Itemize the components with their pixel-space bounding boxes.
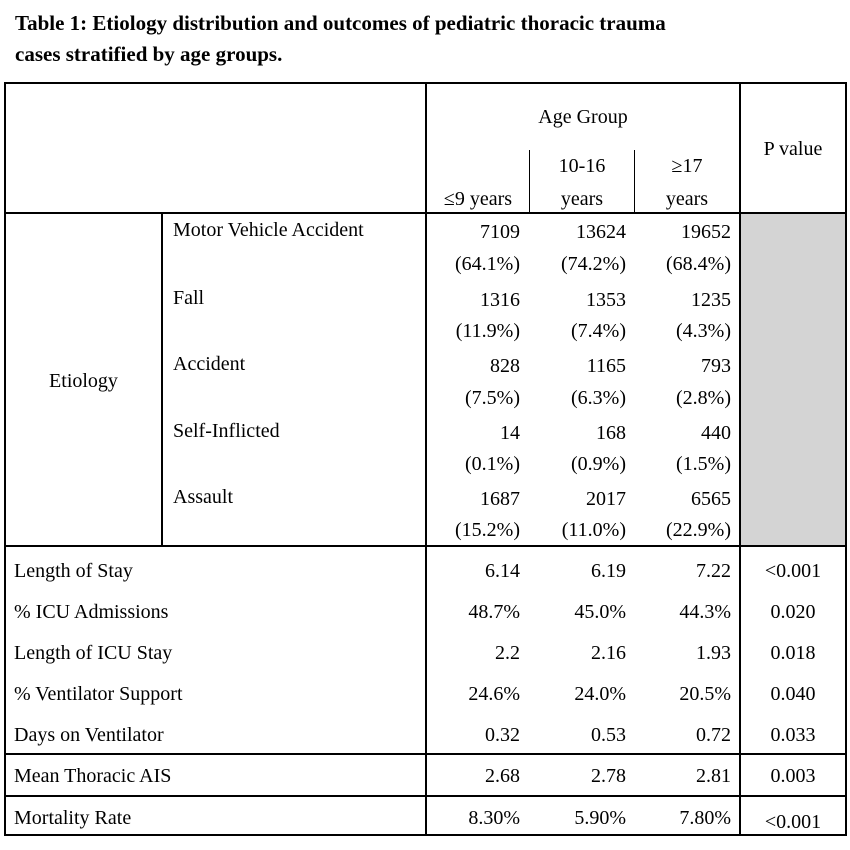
etiology-name: Self-Inflicted: [173, 420, 280, 442]
table-caption: [15, 8, 815, 70]
cell-p-value: 0.018: [770, 642, 816, 664]
cell-value: 20.5%: [679, 683, 731, 705]
etiology-name: Motor Vehicle Accident: [173, 219, 364, 241]
etiology-name: Fall: [173, 287, 205, 309]
outcome-name: Mortality Rate: [14, 807, 132, 829]
outcome-name: % Ventilator Support: [14, 683, 183, 705]
cell-p-value: 0.033: [770, 724, 816, 746]
cell-percent: (68.4%): [666, 253, 731, 275]
cell-p-value: <0.001: [764, 811, 822, 833]
cell-p-value: 0.003: [770, 765, 816, 787]
cell-value: 0.32: [485, 724, 520, 746]
cell-value: 6.19: [591, 560, 626, 582]
cell-p-value: <0.001: [764, 560, 822, 582]
cell-count: 1316: [480, 289, 520, 311]
cell-value: 8.30%: [468, 807, 520, 829]
cell-count: 7109: [480, 221, 520, 243]
header-age-group: Age Group: [538, 106, 628, 128]
cell-count: 13624: [576, 221, 626, 243]
cell-value: 0.72: [696, 724, 731, 746]
cell-percent: (0.1%): [465, 453, 520, 475]
cell-count: 6565: [691, 488, 731, 510]
cell-count: 2017: [586, 488, 626, 510]
etiology-label: Etiology: [49, 370, 118, 392]
outcome-name: Days on Ventilator: [14, 724, 164, 746]
header-p-value: P value: [763, 138, 823, 160]
cell-count: 1165: [586, 355, 626, 377]
p-value-empty-cell: [741, 213, 845, 546]
cell-count: 440: [701, 422, 731, 444]
cell-percent: (4.3%): [676, 320, 731, 342]
cell-value: 7.22: [696, 560, 731, 582]
cell-count: 1353: [586, 289, 626, 311]
outcome-name: Mean Thoracic AIS: [14, 765, 172, 787]
cell-percent: (64.1%): [455, 253, 520, 275]
cell-value: 48.7%: [468, 601, 520, 623]
header-col2-line2: years: [560, 188, 604, 210]
cell-percent: (74.2%): [561, 253, 626, 275]
cell-count: 828: [490, 355, 520, 377]
caption-line-1: Table 1: Etiology distribution and outcomes of pediatric thoracic trauma: [15, 11, 666, 35]
cell-value: 5.90%: [574, 807, 626, 829]
rule-h-ais: [4, 795, 847, 797]
rule-h-outcomes: [4, 753, 847, 755]
cell-value: 1.93: [696, 642, 731, 664]
etiology-name: Accident: [173, 353, 246, 375]
cell-percent: (6.3%): [571, 387, 626, 409]
outcome-name: % ICU Admissions: [14, 601, 169, 623]
cell-value: 24.6%: [468, 683, 520, 705]
cell-percent: (1.5%): [676, 453, 731, 475]
caption-line-2: cases stratified by age groups.: [15, 42, 283, 66]
outcome-name: Length of Stay: [14, 560, 133, 582]
cell-percent: (22.9%): [666, 519, 731, 541]
cell-percent: (2.8%): [676, 387, 731, 409]
cell-value: 6.14: [485, 560, 520, 582]
cell-percent: (0.9%): [571, 453, 626, 475]
header-col2-line1: 10-16: [558, 155, 606, 177]
cell-value: 2.2: [495, 642, 520, 664]
cell-count: 19652: [681, 221, 731, 243]
cell-p-value: 0.020: [770, 601, 816, 623]
rule-v-etiology: [161, 213, 163, 547]
cell-percent: (7.4%): [571, 320, 626, 342]
header-col3-line1: ≥17: [671, 155, 703, 177]
cell-value: 45.0%: [574, 601, 626, 623]
cell-count: 793: [701, 355, 731, 377]
etiology-name: Assault: [173, 486, 233, 508]
header-col3-line2: years: [665, 188, 709, 210]
cell-percent: (11.9%): [455, 320, 520, 342]
cell-percent: (15.2%): [455, 519, 520, 541]
cell-percent: (7.5%): [465, 387, 520, 409]
cell-count: 168: [596, 422, 626, 444]
cell-value: 44.3%: [679, 601, 731, 623]
cell-count: 1235: [691, 289, 731, 311]
cell-percent: (11.0%): [561, 519, 626, 541]
rule-h-header: [4, 212, 847, 214]
cell-value: 0.53: [591, 724, 626, 746]
cell-count: 1687: [480, 488, 520, 510]
cell-count: 14: [500, 422, 520, 444]
cell-p-value: 0.040: [770, 683, 816, 705]
cell-value: 2.68: [485, 765, 520, 787]
cell-value: 2.16: [591, 642, 626, 664]
cell-value: 7.80%: [679, 807, 731, 829]
cell-value: 2.81: [696, 765, 731, 787]
cell-value: 24.0%: [574, 683, 626, 705]
outcome-name: Length of ICU Stay: [14, 642, 173, 664]
cell-value: 2.78: [591, 765, 626, 787]
rule-h-etiology: [4, 545, 847, 547]
header-col1: ≤9 years: [443, 188, 513, 210]
